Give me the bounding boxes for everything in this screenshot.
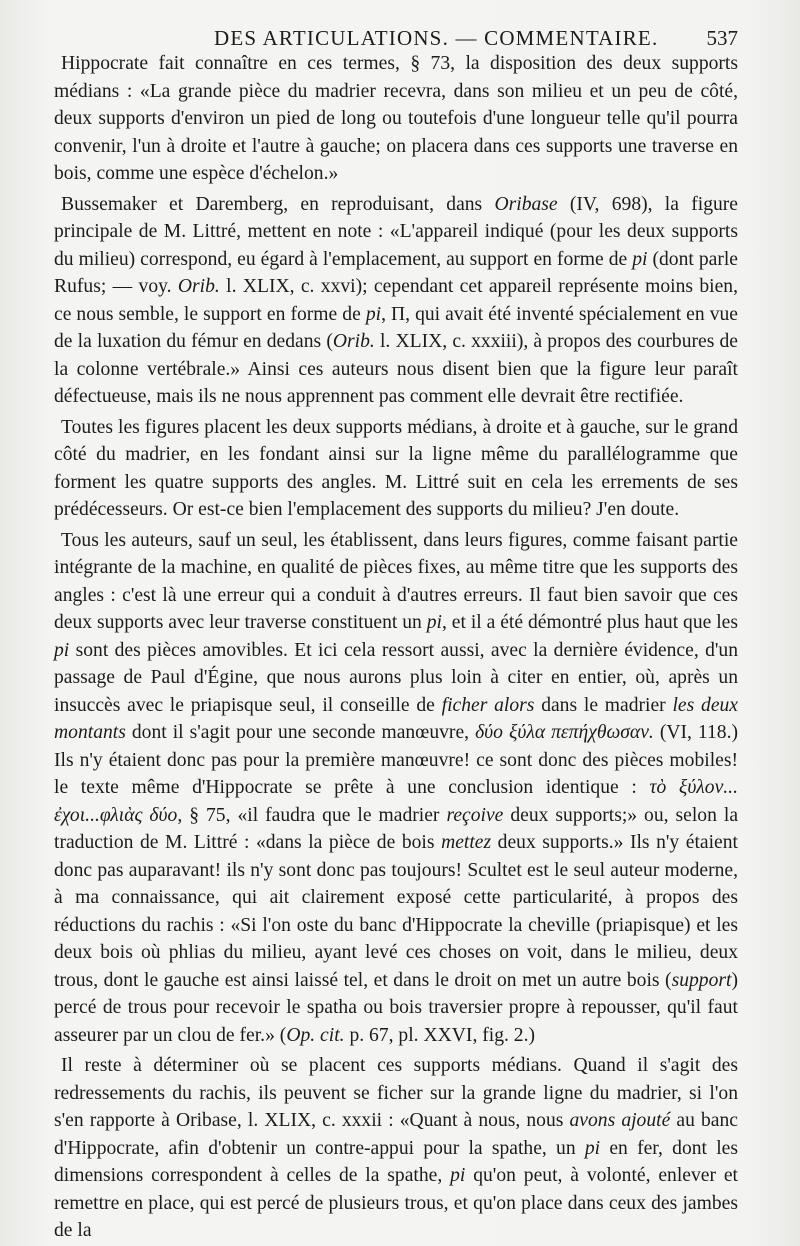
text-run: dans le madrier [534,694,673,716]
text-run: (dont parle Rufus; — voy. [54,248,738,297]
text-run: qu'on peut, à volonté, enlever et remettre en place, qui est percé de plusieurs trous, et qu'on place dans ceux des jambes de la [54,1165,738,1241]
paragraph [54,527,738,1050]
text-run: p. 67, pl. XXVI, fig. 2.) [344,1024,536,1046]
text-run: Toutes les figures placent les deux supports médians, à droite et à gauche, sur le grand côté du madrier, en les fondant ainsi sur la ligne même du parallélogramme que forment les quatre supports des angles. M. Littré suit en cela les errements de ses prédécesseurs. Or est-ce bien l'emplacement des supports du milieu? J'en doute. [54,416,738,520]
running-title: DES ARTICULATIONS. — COMMENTAIRE. [214,26,659,50]
italic-text: mettez [441,832,492,853]
italic-text: Orib. [332,331,375,352]
italic-text: pi [54,639,70,661]
italic-text: Op. cit. [286,1024,345,1046]
italic-text: pi [450,1165,466,1186]
body-text [54,50,738,1245]
text-run: Tous les auteurs, sauf un seul, les établissent, dans leurs figures, comme faisant partie intégrante de la machine, en qualité de pièces fixes, au même titre que les supports des angles : c'est là une erreur qui a conduit à d'autres erreurs. Il faut bien savoir que ces deux supports avec leur traverse constituent un [54,529,738,633]
paragraph [54,191,738,411]
italic-text: ficher alors [441,694,535,716]
text-run: l. XLIX, c. xxvi); cependant cet appareil représente moins bien, ce nous semble, le support en forme de [54,276,739,325]
text-run: dont il s'agit pour une seconde manœuvre, [125,722,476,743]
text-run: Il reste à déterminer où se placent ces supports médians. Quand il s'agit des redressements du rachis, ils peuvent se ficher sur la grande ligne du madrier, si l'on s'en rapporte à Oribase, l. XLIX, c. xxxii : «Quant à nous, nous [54,1055,738,1131]
italic-text: τὸ ξύλον... ἐχοι...φλιὰς δύο [54,777,738,826]
italic-text: reçoive [446,804,504,826]
text-run: ) percé de trous pour recevoir le spatha ou bois traversier propre à repousser, qu'il faut asseurer par un clou de fer.» ( [54,969,738,1046]
page-number: 537 [706,26,738,50]
italic-text: δύο ξύλα πεπήχθωσαν. [475,722,654,743]
text-run: au banc d'Hippocrate, afin d'obtenir un contre-appui pour la spathe, un [54,1110,738,1159]
text-run: sont des pièces amovibles. Et ici cela ressort aussi, avec la dernière évidence, d'un passage de Paul d'Égine, que nous aurons plus loin à citer en entier, où, après un insuccès avec le priapisque seul, il conseille de [54,639,738,716]
italic-text: Orib. [177,276,220,297]
text-run: (VI, 118.) Ils n'y étaient donc pas pour la première manœuvre! ce sont donc des pièces mobiles! le texte même d'Hippocrate se prête à une conclusion identique : [54,722,739,798]
text-run: deux supports.» Ils n'y étaient donc pas auparavant! ils n'y sont donc pas toujours! Scultet est le seul auteur moderne, à ma connaissance, qui ait clairement exposé cette particularité, à propos des réductions du rachis : «Si l'on oste du banc d'Hippocrate la cheville (priapisque) et les deux bois où phlias du milieu, ayant levé ces choses on voit, dans le milieu, deux trous, dont le gauche est ainsi laissé tel, et dans le droit on met un autre bois ( [54,832,738,991]
text-run: , et il a été démontré plus haut que les [441,612,738,633]
italic-text: pi [632,248,648,270]
paragraph [54,50,738,188]
italic-text: les deux montants [54,694,739,743]
text-run: (IV, 698), la figure principale de M. Littré, mettent en note : «L'appareil indiqué (pour les deux supports du milieu) correspond, eu égard à l'emplacement, au support en forme de [54,193,739,270]
italic-text: pi [426,612,442,633]
text-run: , § 75, «il faudra que le madrier [177,804,447,826]
text-run: Bussemaker et Daremberg, en reproduisant, dans [61,193,495,215]
text-run: Hippocrate fait connaître en ces termes, § 73, la disposition des deux supports médians : «La grande pièce du madrier recevra, dans son milieu et un peu de côté, deux supports d'environ un pied de long ou toutefois d'une longueur telle qu'il pourra convenir, l'un à droite et l'autre à gauche; on placera dans ces supports une traverse en bois, comme une espèce d'échelon.» [54,53,738,184]
page-header [54,0,738,50]
text-run: en fer, dont les dimensions correspondent à celles de la spathe, [54,1137,738,1186]
text-run: deux supports;» ou, selon la traduction de M. Littré : «dans la pièce de bois [54,804,739,853]
italic-text: avons ajouté [569,1110,671,1131]
paragraph [54,1052,738,1245]
paragraph [54,414,738,524]
italic-text: support [671,969,732,991]
italic-text: pi [365,303,382,325]
italic-text: Oribase [494,193,558,215]
text-run: , Π, qui avait été inventé spécialement en vue de la luxation du fémur en dedans ( [54,303,738,352]
italic-text: pi [584,1137,601,1159]
text-run: l. XLIX, c. xxxiii), à propos des courbures de la colonne vertébrale.» Ainsi ces auteurs nous disent bien que la figure leur paraît défectueuse, mais ils ne nous apprennent pas comment elle devrait être rectifiée. [54,331,738,407]
